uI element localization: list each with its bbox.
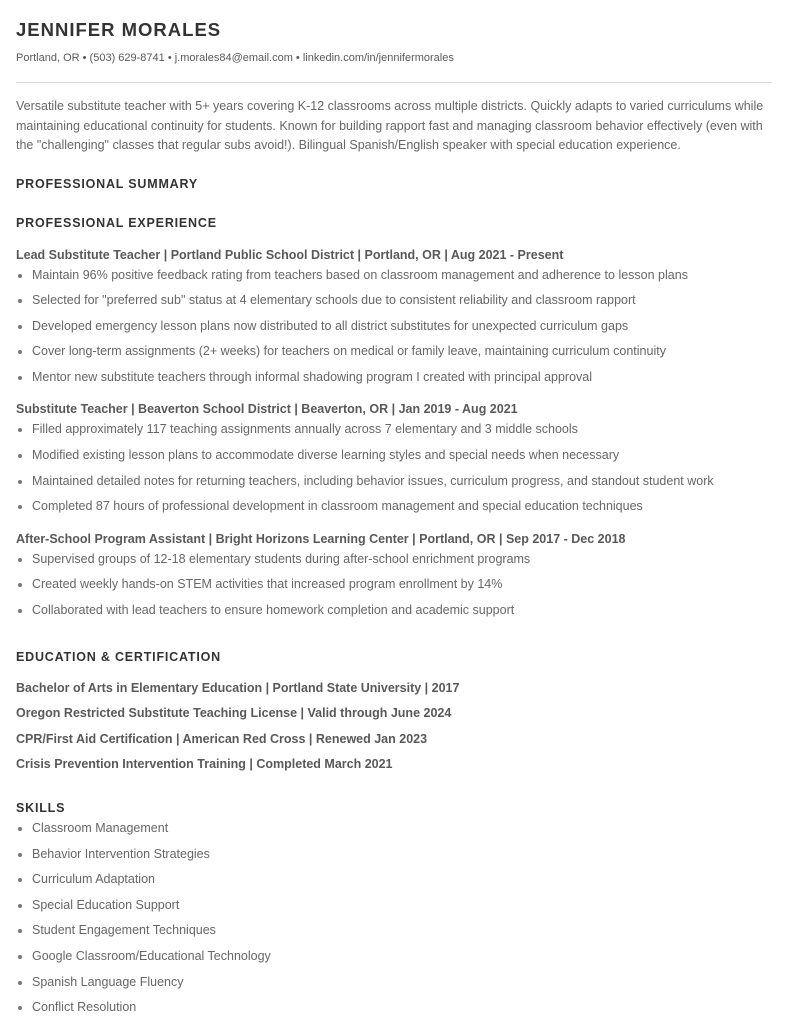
list-item: Student Engagement Techniques bbox=[16, 918, 775, 944]
list-item: Completed 87 hours of professional development in classroom management and special education techniques bbox=[16, 494, 775, 520]
job-title: Lead Substitute Teacher | Portland Public School District | Portland, OR | Aug 2021 - Present bbox=[16, 247, 564, 262]
list-item: Supervised groups of 12-18 elementary students during after-school enrichment programs bbox=[16, 547, 775, 573]
list-item: Google Classroom/Educational Technology bbox=[16, 944, 775, 970]
education-item: CPR/First Aid Certification | American Red Cross | Renewed Jan 2023 bbox=[16, 731, 428, 746]
list-item: Maintain 96% positive feedback rating from teachers based on classroom management and adherence to lesson plans bbox=[16, 263, 775, 289]
list-item: Conflict Resolution bbox=[16, 995, 775, 1021]
education-item: Crisis Prevention Intervention Training | Completed March 2021 bbox=[16, 757, 393, 772]
list-item: Behavior Intervention Strategies bbox=[16, 842, 775, 868]
job-bullets bbox=[16, 263, 775, 391]
list-item: Mentor new substitute teachers through informal shadowing program I created with principal approval bbox=[16, 365, 775, 391]
job-bullets bbox=[16, 547, 775, 624]
list-item: Spanish Language Fluency bbox=[16, 970, 775, 996]
section-title-experience: PROFESSIONAL EXPERIENCE bbox=[16, 215, 217, 230]
list-item: Cover long-term assignments (2+ weeks) for teachers on medical or family leave, maintaining curriculum continuity bbox=[16, 339, 775, 365]
section-title-skills: SKILLS bbox=[16, 801, 66, 815]
list-item: Collaborated with lead teachers to ensure homework completion and academic support bbox=[16, 598, 775, 624]
list-item: Filled approximately 117 teaching assignments annually across 7 elementary and 3 middle schools bbox=[16, 417, 775, 443]
section-title-education: EDUCATION & CERTIFICATION bbox=[16, 649, 221, 664]
list-item: Modified existing lesson plans to accommodate diverse learning styles and special needs when necessary bbox=[16, 443, 775, 469]
list-item: Developed emergency lesson plans now distributed to all district substitutes for unexpected curriculum gaps bbox=[16, 314, 775, 340]
education-item: Oregon Restricted Substitute Teaching License | Valid through June 2024 bbox=[16, 706, 452, 721]
list-item: Classroom Management bbox=[16, 816, 775, 842]
list-item: Created weekly hands-on STEM activities that increased program enrollment by 14% bbox=[16, 572, 775, 598]
list-item: Maintained detailed notes for returning teachers, including behavior issues, curriculum progress, and standout student work bbox=[16, 469, 775, 495]
list-item: Special Education Support bbox=[16, 893, 775, 919]
skills-list bbox=[16, 816, 775, 1021]
candidate-name: JENNIFER MORALES bbox=[16, 19, 222, 40]
job-title: Substitute Teacher | Beaverton School District | Beaverton, OR | Jan 2019 - Aug 2021 bbox=[16, 402, 518, 417]
intro-paragraph: Versatile substitute teacher with 5+ years covering K-12 classrooms across multiple districts. Quickly adapts to varied curriculums while maintaining educational continuity for students. Known for building rapport fast and managing classroom behavior effectively (even with the "challenging" classes that regular subs avoid!). Bilingual Spanish/English speaker with special education experience. bbox=[16, 99, 764, 152]
section-title-summary: PROFESSIONAL SUMMARY bbox=[16, 176, 198, 191]
header-divider bbox=[16, 82, 772, 83]
list-item: Selected for "preferred sub" status at 4 elementary schools due to consistent reliability and classroom rapport bbox=[16, 288, 775, 314]
list-item: Curriculum Adaptation bbox=[16, 867, 775, 893]
education-item: Bachelor of Arts in Elementary Education | Portland State University | 2017 bbox=[16, 680, 460, 695]
education-list bbox=[16, 676, 775, 778]
job-title: After-School Program Assistant | Bright Horizons Learning Center | Portland, OR | Sep 2017 - Dec 2018 bbox=[16, 531, 626, 546]
job-bullets bbox=[16, 417, 775, 519]
contact-line: Portland, OR • (503) 629-8741 • j.morales84@email.com • linkedin.com/in/jennifermorales bbox=[16, 52, 454, 64]
